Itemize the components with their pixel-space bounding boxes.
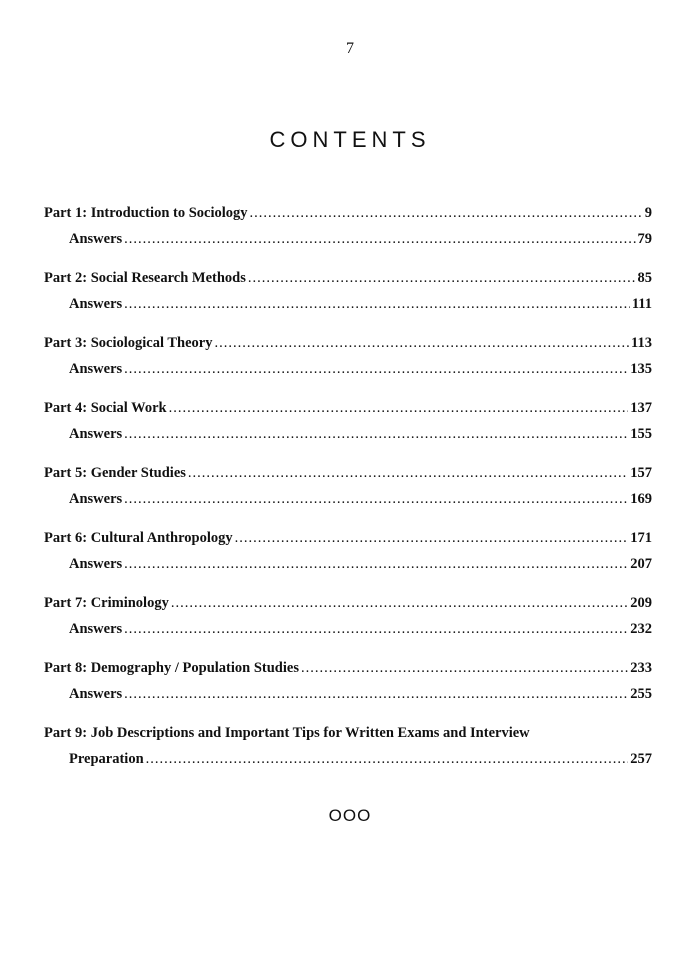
toc-answers-entry[interactable]: [44, 551, 652, 577]
toc-entry-title: Part 1: Introduction to Sociology: [44, 205, 248, 221]
toc-part-7: [44, 590, 652, 642]
toc-answers-page: 207: [630, 556, 652, 572]
dot-leader: [171, 590, 628, 616]
toc-entry-title: Part 8: Demography / Population Studies: [44, 660, 299, 676]
toc-entry-page: 113: [631, 335, 652, 351]
dot-leader: [250, 200, 643, 226]
dot-leader: [124, 616, 628, 642]
toc-answers-entry[interactable]: [44, 681, 652, 707]
toc-entry-page: 9: [644, 205, 652, 221]
toc-part-5: [44, 460, 652, 512]
toc-entry-page: 257: [630, 751, 652, 767]
toc-entry-continuation: [44, 746, 652, 772]
contents-title: CONTENTS: [269, 126, 431, 152]
toc-entry[interactable]: [44, 265, 652, 291]
toc-answers-label: Answers: [69, 556, 123, 572]
dot-leader: [301, 655, 628, 681]
toc-part-2: [44, 265, 652, 317]
toc-part-1: [44, 200, 652, 252]
toc-answers-entry[interactable]: [44, 356, 652, 382]
toc-answers-page: 255: [630, 686, 652, 702]
toc-entry-title: Part 7: Criminology: [44, 595, 169, 611]
toc-entry-title: Part 2: Social Research Methods: [44, 270, 246, 286]
toc-answers-page: 79: [637, 231, 652, 247]
toc-answers-entry[interactable]: [44, 421, 652, 447]
dot-leader: [124, 356, 628, 382]
toc-entry-page: 85: [637, 270, 652, 286]
toc-answers-label: Answers: [69, 491, 123, 507]
dot-leader: [235, 525, 629, 551]
toc-answers-label: Answers: [69, 231, 123, 247]
dot-leader: [124, 291, 630, 317]
toc-answers-entry[interactable]: [44, 226, 652, 252]
toc-answers-label: Answers: [69, 296, 123, 312]
dot-leader: [124, 226, 635, 252]
toc-entry[interactable]: [44, 655, 652, 681]
toc-entry-title: Part 5: Gender Studies: [44, 465, 186, 481]
toc-part-3: [44, 330, 652, 382]
toc-entry-title: Part 3: Sociological Theory: [44, 335, 213, 351]
page-number: 7: [346, 40, 354, 57]
toc-answers-page: 135: [630, 361, 652, 377]
toc-answers-entry[interactable]: [44, 486, 652, 512]
toc-answers-label: Answers: [69, 621, 123, 637]
toc-entry-page: 209: [630, 595, 652, 611]
toc-answers-page: 169: [630, 491, 652, 507]
toc-answers-page: 232: [630, 621, 652, 637]
toc-entry[interactable]: [44, 460, 652, 486]
toc-entry-title: Part 9: Job Descriptions and Important Tips for Written Exams and Interview: [44, 725, 530, 741]
toc-entry[interactable]: [44, 525, 652, 551]
toc-entry[interactable]: [44, 200, 652, 226]
toc-entry[interactable]: [44, 330, 652, 356]
dot-leader: [214, 330, 629, 356]
toc-answers-label: Answers: [69, 426, 123, 442]
toc-answers-entry[interactable]: [44, 291, 652, 317]
toc-entry-page: 157: [630, 465, 652, 481]
toc-entry-page: 137: [630, 400, 652, 416]
toc-entry-page: 233: [630, 660, 652, 676]
dot-leader: [248, 265, 636, 291]
toc-answers-page: 155: [630, 426, 652, 442]
toc-answers-label: Answers: [69, 361, 123, 377]
toc-entry[interactable]: [44, 395, 652, 421]
dot-leader: [124, 486, 628, 512]
table-of-contents: [44, 200, 652, 785]
dot-leader: [124, 421, 628, 447]
dot-leader: [124, 681, 628, 707]
toc-part-6: [44, 525, 652, 577]
dot-leader: [169, 395, 629, 421]
end-ornament: OOO: [328, 806, 372, 825]
toc-entry-title: Part 6: Cultural Anthropology: [44, 530, 233, 546]
toc-entry[interactable]: [44, 590, 652, 616]
dot-leader: [124, 551, 628, 577]
toc-entry-title-continuation: Preparation: [69, 751, 144, 767]
dot-leader: [146, 746, 629, 772]
toc-answers-label: Answers: [69, 686, 123, 702]
dot-leader: [188, 460, 628, 486]
toc-entry-title: Part 4: Social Work: [44, 400, 167, 416]
toc-part-4: [44, 395, 652, 447]
toc-answers-page: 111: [631, 296, 652, 312]
toc-entry-page: 171: [630, 530, 652, 546]
toc-part-8: [44, 655, 652, 707]
toc-answers-entry[interactable]: [44, 616, 652, 642]
toc-part-9[interactable]: [44, 720, 652, 772]
